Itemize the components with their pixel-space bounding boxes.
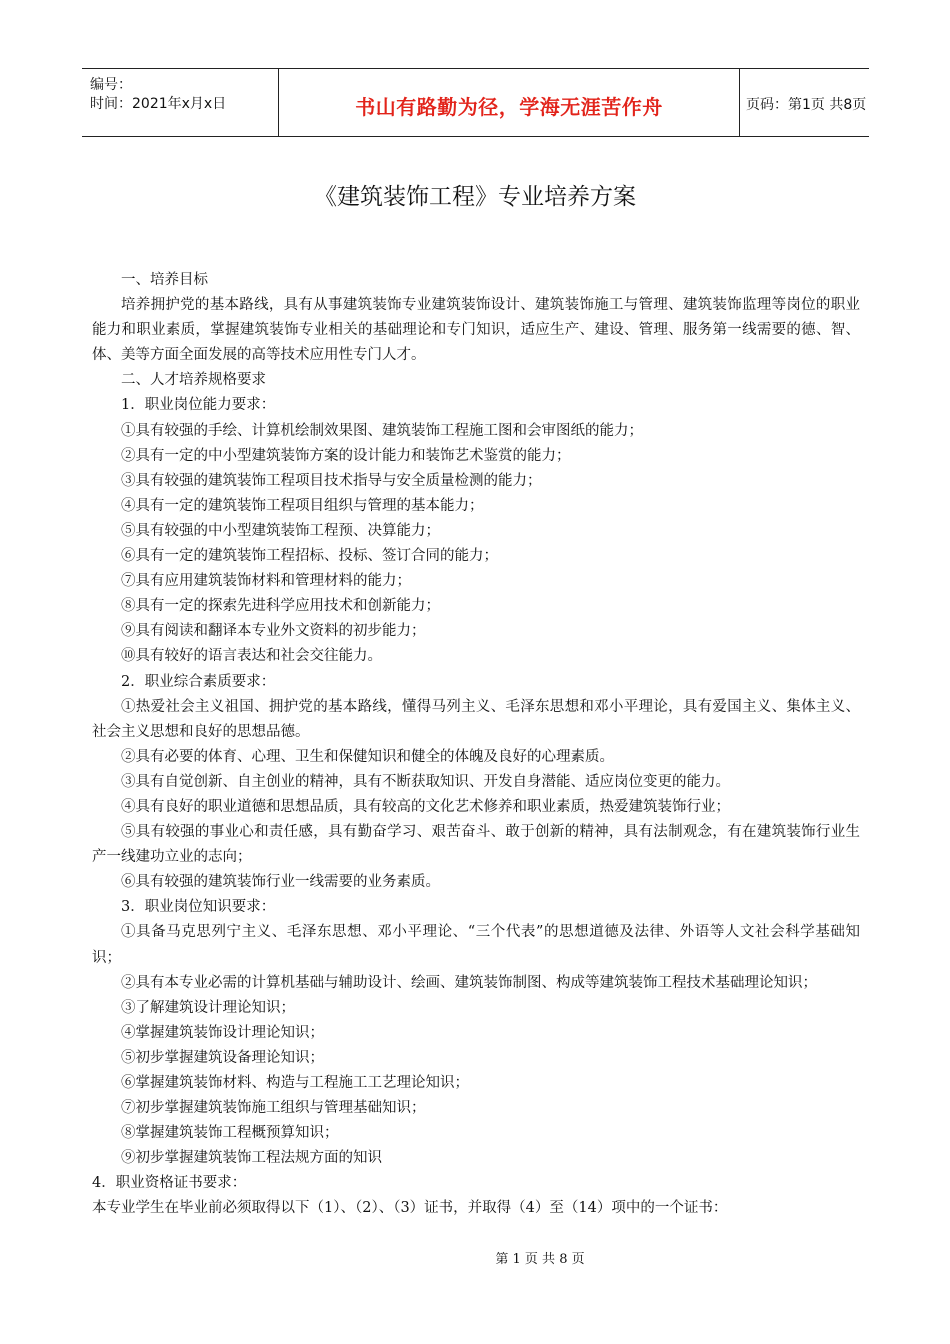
paragraph: ⑤具有较强的中小型建筑装饰工程预、决算能力； [121, 522, 440, 539]
page-header [82, 68, 869, 137]
paragraph: ⑥具有较强的建筑装饰行业一线需要的业务素质。 [121, 874, 440, 891]
paragraph: ④具有一定的建筑装饰工程项目组织与管理的基本能力； [121, 497, 484, 514]
document-title: 《建筑装饰工程》专业培养方案 [314, 184, 636, 210]
header-motto: 书山有路勤为径，学海无涯苦作舟 [355, 95, 663, 119]
paragraph: 一、培养目标 [121, 272, 208, 288]
paragraph: ⑥掌握建筑装饰材料、构造与工程施工工艺理论知识； [121, 1075, 469, 1091]
header-page-info: 页码：第1页 共8页 [746, 97, 867, 113]
paragraph: ⑤初步掌握建筑设备理论知识； [121, 1049, 324, 1066]
header-page-cell [740, 69, 869, 136]
paragraph: ⑩具有较好的语言表达和社会交往能力。 [121, 648, 382, 665]
paragraph: ⑥具有一定的建筑装饰工程招标、投标、签订合同的能力； [121, 548, 498, 565]
paragraph: ②具有一定的中小型建筑装饰方案的设计能力和装饰艺术鉴赏的能力； [121, 447, 571, 464]
date-label: 时间：2021年x月x日 [90, 96, 227, 112]
document-body [92, 268, 860, 1222]
paragraph: 本专业学生在毕业前必须取得以下（1）、（2）、（3）证书，并取得（4）至（14）项中的一个证书： [92, 1200, 728, 1217]
paragraph: 2．职业综合素质要求： [121, 673, 276, 690]
paragraph: ①具有较强的手绘、计算机绘制效果图、建筑装饰工程施工图和会审图纸的能力； [121, 422, 643, 439]
paragraph: ④具有良好的职业道德和思想品质，具有较高的文化艺术修养和职业素质，热爱建筑装饰行业； [121, 798, 730, 815]
paragraph: ②具有必要的体育、心理、卫生和保健知识和健全的体魄及良好的心理素质。 [121, 748, 614, 765]
paragraph: ⑨初步掌握建筑装饰工程法规方面的知识 [121, 1150, 382, 1167]
header-meta [82, 69, 278, 136]
paragraph: ⑤具有较强的事业心和责任感，具有勤奋学习、艰苦奋斗、敢于创新的精神，具有法制观念，有在建筑装饰行业生产一线建功立业的志向； [92, 824, 860, 866]
paragraph: 二、人才培养规格要求 [121, 372, 266, 389]
paragraph: 3．职业岗位知识要求： [121, 899, 276, 916]
paragraph: 1．职业岗位能力要求： [121, 397, 276, 414]
paragraph: ⑦具有应用建筑装饰材料和管理材料的能力； [121, 573, 411, 590]
paragraph: 培养拥护党的基本路线，具有从事建筑装饰专业建筑装饰设计、建筑装饰施工与管理、建筑装饰监理等岗位的职业能力和职业素质，掌握建筑装饰专业相关的基础理论和专门知识，适应生产、建设、管理、服务第一线需要的德、智、体、美等方面全面发展的高等技术应用性专门人才。 [92, 297, 860, 364]
paragraph: ③具有较强的建筑装饰工程项目技术指导与安全质量检测的能力； [121, 472, 542, 489]
paragraph: ③了解建筑设计理论知识； [121, 999, 295, 1016]
paragraph: ④掌握建筑装饰设计理论知识； [121, 1024, 324, 1041]
page-footer [0, 1248, 950, 1267]
paragraph: ①具备马克思列宁主义、毛泽东思想、邓小平理论、“三个代表”的思想道德及法律、外语等人文社会科学基础知识； [92, 924, 860, 966]
paragraph: ⑨具有阅读和翻译本专业外文资料的初步能力； [121, 623, 426, 640]
paragraph: ⑧具有一定的探索先进科学应用技术和创新能力； [121, 598, 440, 615]
paragraph: ⑧掌握建筑装饰工程概预算知识； [121, 1125, 339, 1142]
paragraph: ⑦初步掌握建筑装饰施工组织与管理基础知识； [121, 1100, 426, 1117]
number-label: 编号： [90, 77, 132, 93]
paragraph: ②具有本专业必需的计算机基础与辅助设计、绘画、建筑装饰制图、构成等建筑装饰工程技术基础理论知识； [121, 974, 817, 991]
footer-page-number: 第 1 页 共 8 页 [495, 1252, 585, 1267]
header-motto-cell [278, 69, 740, 136]
paragraph: ①热爱社会主义祖国、拥护党的基本路线，懂得马列主义、毛泽东思想和邓小平理论，具有爱国主义、集体主义、社会主义思想和良好的思想品德。 [92, 698, 860, 740]
paragraph: 4．职业资格证书要求： [92, 1175, 247, 1192]
paragraph: ③具有自觉创新、自主创业的精神，具有不断获取知识、开发自身潜能、适应岗位变更的能力。 [121, 773, 730, 790]
